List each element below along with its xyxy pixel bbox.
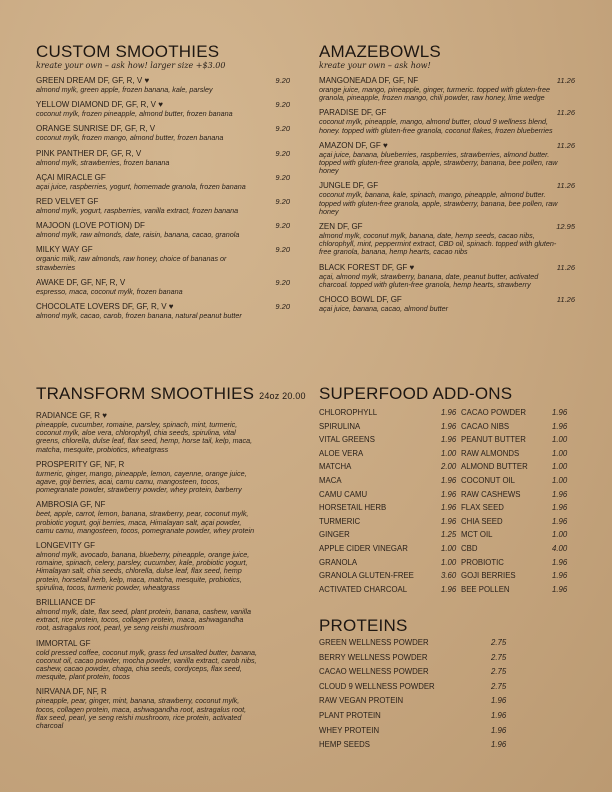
- menu-item: [319, 263, 581, 289]
- addon-price: 1.96: [441, 475, 457, 485]
- addon-name: APPLE CIDER VINEGAR: [319, 543, 408, 553]
- menu-item-price: 11.26: [556, 295, 575, 305]
- menu-item-name: AÇAI MIRACLE GF: [36, 172, 106, 182]
- menu-item-description: coconut mylk, frozen mango, almond butter, frozen banana: [36, 133, 224, 143]
- addon-row: [319, 569, 581, 583]
- addon-name: CACAO POWDER: [461, 408, 526, 417]
- transform-smoothies-heading: [36, 384, 306, 405]
- addon-price: 1.96: [552, 557, 568, 567]
- protein-price: 1.96: [491, 710, 507, 720]
- addon-name: CBD: [461, 543, 478, 553]
- protein-row: [319, 636, 581, 651]
- addon-price: 1.25: [441, 530, 457, 540]
- menu-item-name: AMBROSIA GF, NF: [36, 500, 106, 510]
- menu-item-description: almond mylk, yogurt, raspberries, vanilla extract, frozen banana: [36, 206, 239, 216]
- protein-name: PLANT PROTEIN: [319, 710, 381, 720]
- menu-item-description: beet, apple, carrot, lemon, banana, strawberry, pear, coconut mylk, probiotic yogurt, goji berries, maca, Himalayan salt, açai powder, camu camu, mangosteen, tocos, pomegranate powder, whey protein: [36, 509, 255, 535]
- menu-item: [36, 245, 294, 271]
- menu-item-description: açai juice, banana, blueberries, raspberries, strawberries, almond butter. topped with gluten-free granola, apple, strawberry, banana, bee pollen, raw honey: [319, 149, 558, 176]
- addon-price: 1.96: [441, 503, 457, 513]
- addon-price: 1.96: [441, 421, 457, 431]
- addon-row: [319, 447, 581, 461]
- menu-item-description: coconut mylk, banana, kale, spinach, mango, pineapple, almond butter. topped with gluten-free granola, apple, strawberry, banana, bee pollen, raw honey: [319, 190, 558, 216]
- menu-item-price: 11.26: [556, 181, 575, 191]
- menu-item-description: organic milk, raw almonds, raw honey, choice of bananas or strawberries: [36, 254, 227, 272]
- addon-row: [319, 474, 581, 488]
- menu-item: [36, 100, 294, 118]
- menu-item-name: GREEN DREAM DF, GF, R, V ♥: [36, 76, 150, 85]
- superfood-addons-title: SUPERFOOD ADD-ONS: [319, 384, 513, 403]
- menu-item-description: almond mylk, raw almonds, date, raisin, banana, cacao, granola: [36, 230, 240, 240]
- addon-price: 1.00: [441, 448, 457, 458]
- menu-item-description: coconut mylk, pineapple, mango, almond butter, cloud 9 wellness blend, honey. topped with gluten-free granola, coconut flakes, frozen blueberries: [319, 117, 553, 135]
- menu-item: [36, 541, 294, 592]
- protein-name: BERRY WELLNESS POWDER: [319, 652, 428, 662]
- menu-item-price: 9.20: [275, 100, 290, 110]
- menu-item-description: açai juice, banana, cacao, almond butter: [319, 304, 449, 314]
- transform-smoothies-section: [36, 384, 306, 731]
- addon-price: 2.00: [441, 462, 457, 472]
- amazebowls-subtitle: kreate your own – ask how!: [319, 61, 431, 70]
- menu-item: [36, 302, 294, 320]
- protein-name: HEMP SEEDS: [319, 740, 370, 750]
- menu-item-name: RED VELVET GF: [36, 197, 99, 207]
- protein-price: 1.96: [491, 725, 507, 735]
- amazebowls-section: [319, 43, 581, 313]
- addon-name: MACA: [319, 475, 342, 485]
- addon-row: [319, 528, 581, 542]
- addon-name: BEE POLLEN: [461, 584, 510, 594]
- menu-item-name: BLACK FOREST DF, GF ♥: [319, 262, 415, 272]
- menu-item-price: 11.26: [556, 76, 575, 85]
- protein-name: RAW VEGAN PROTEIN: [319, 696, 404, 706]
- addon-price: 1.96: [552, 516, 568, 526]
- menu-item: [36, 124, 294, 142]
- amazebowls-title: AMAZEBOWLS: [319, 42, 441, 61]
- menu-item-description: açai juice, raspberries, yogurt, homemade granola, frozen banana: [36, 181, 246, 191]
- menu-item-name: YELLOW DIAMOND DF, GF, R, V ♥: [36, 100, 163, 110]
- addon-price: 1.00: [552, 462, 568, 472]
- menu-item: [319, 295, 581, 313]
- menu-item-name: JUNGLE DF, GF: [319, 181, 379, 191]
- protein-price: 1.96: [491, 696, 507, 706]
- menu-item-price: 11.26: [556, 262, 575, 272]
- menu-item-name: NIRVANA DF, NF, R: [36, 687, 107, 697]
- addon-row: [319, 542, 581, 556]
- proteins-section: [319, 617, 581, 753]
- menu-item: [36, 173, 294, 191]
- addon-name: SPIRULINA: [319, 421, 361, 431]
- addon-price: 1.96: [441, 489, 457, 499]
- protein-price: 2.75: [491, 652, 507, 662]
- menu-item-description: almond mylk, avocado, banana, blueberry, pineapple, orange juice, romaine, spinach, celery, parsley, cucumber, kale, probiotic yogurt, Himalayan salt, chia seeds, chlorella, dulse leaf, flax seed, hemp protein, horsetail herb, kelp, maca, matcha, mesquite, probiotics, spirulina, tocos, turmeric powder, wheatgrass: [36, 550, 250, 592]
- protein-row: [319, 680, 581, 695]
- protein-name: WHEY PROTEIN: [319, 725, 380, 735]
- menu-item: [36, 639, 294, 682]
- menu-item-name: BRILLIANCE DF: [36, 598, 96, 608]
- menu-item-description: almond mylk, green apple, frozen banana, kale, parsley: [36, 85, 213, 94]
- addon-price: 1.96: [552, 584, 568, 594]
- protein-name: CACAO WELLNESS POWDER: [319, 667, 429, 677]
- protein-price: 2.75: [491, 638, 507, 647]
- menu-item: [319, 222, 581, 257]
- menu-item-description: espresso, maca, coconut mylk, frozen banana: [36, 286, 183, 296]
- addon-price: 1.00: [441, 557, 457, 567]
- addon-price: 1.96: [552, 421, 568, 431]
- menu-item-description: açai, almond mylk, strawberry, banana, date, peanut butter, activated charcoal. topped with gluten-free granola, hemp hearts, strawberry: [319, 271, 539, 289]
- menu-item: [36, 221, 294, 239]
- transform-smoothies-list: [36, 411, 294, 730]
- menu-item-description: cold pressed coffee, coconut mylk, grass fed unsalted butter, banana, coconut oil, cacao powder, mocha powder, vanilla extract, carob nibs, cashew, cacao powder, chaga, chia seeds, cordyceps, flax seed, mesquite, plant protein, tocos: [36, 647, 257, 682]
- menu-item-name: MAJOON (LOVE POTION) DF: [36, 221, 145, 231]
- menu-item-name: PARADISE DF, GF: [319, 108, 387, 118]
- menu-item-description: coconut mylk, frozen pineapple, almond butter, frozen banana: [36, 109, 233, 119]
- addon-name: RAW CASHEWS: [461, 489, 521, 499]
- menu-item-name: IMMORTAL GF: [36, 638, 91, 648]
- menu-item-price: 12.95: [556, 222, 575, 232]
- addon-price: 4.00: [552, 543, 568, 553]
- protein-name: GREEN WELLNESS POWDER: [319, 638, 429, 647]
- addon-price: 1.96: [441, 584, 457, 594]
- proteins-table: [319, 636, 581, 753]
- addon-name: GRANOLA GLUTEN-FREE: [319, 571, 414, 581]
- menu-item-name: CHOCO BOWL DF, GF: [319, 295, 402, 305]
- addon-name: CHIA SEED: [461, 516, 503, 526]
- addon-name: TURMERIC: [319, 516, 361, 526]
- addon-row: [319, 433, 581, 447]
- menu-item-description: pineapple, pear, ginger, mint, banana, strawberry, coconut mylk, tocos, collagen protein, maca, ashwagandha root, astragalus root, flax seed, pearl, ye seng reishi mushroom, rice protein, activated charcoal: [36, 696, 247, 731]
- addon-row: [319, 556, 581, 570]
- menu-item-price: 9.20: [275, 197, 290, 207]
- transform-smoothies-title: TRANSFORM SMOOTHIES: [36, 384, 255, 403]
- transform-size-price: 24oz 20.00: [259, 391, 306, 401]
- addon-price: 1.00: [552, 530, 568, 540]
- menu-item-name: CHOCOLATE LOVERS DF, GF, R, V ♥: [36, 302, 174, 312]
- addon-row: [319, 583, 581, 597]
- menu-item-name: RADIANCE GF, R ♥: [36, 411, 107, 420]
- addon-row: [319, 406, 581, 420]
- menu-item-name: MILKY WAY GF: [36, 245, 93, 255]
- menu-item: [319, 181, 581, 216]
- menu-item: [36, 149, 294, 167]
- addon-price: 1.96: [552, 571, 568, 581]
- menu-item: [36, 411, 294, 454]
- protein-name: CLOUD 9 WELLNESS POWDER: [319, 681, 435, 691]
- superfood-addons-section: [319, 385, 581, 596]
- addon-price: 3.60: [441, 571, 457, 581]
- addon-name: GRANOLA: [319, 557, 358, 567]
- protein-row: [319, 709, 581, 724]
- menu-item-description: almond mylk, strawberries, frozen banana: [36, 157, 170, 167]
- addon-name: HORSETAIL HERB: [319, 503, 387, 513]
- protein-row: [319, 665, 581, 680]
- menu-item-price: 9.20: [275, 245, 290, 255]
- menu-item-price: 9.20: [275, 221, 290, 231]
- menu-item: [36, 687, 294, 730]
- addon-name: GINGER: [319, 530, 350, 540]
- menu-item-price: 9.20: [275, 124, 290, 134]
- menu-item-name: PROSPERITY GF, NF, R: [36, 459, 125, 469]
- menu-item-name: ZEN DF, GF: [319, 222, 363, 232]
- menu-item: [36, 598, 294, 633]
- addon-name: ALOE VERA: [319, 448, 364, 458]
- addon-name: CACAO NIBS: [461, 421, 510, 431]
- protein-row: [319, 651, 581, 666]
- addon-price: 1.00: [441, 543, 457, 553]
- protein-row: [319, 738, 581, 753]
- menu-item-description: almond mylk, date, flax seed, plant protein, banana, cashew, vanilla extract, rice protein, tocos, collagen protein, maca, ashwagandha root, astragalus root, pearl, ye seng reishi mushroom: [36, 607, 251, 633]
- addon-row: [319, 488, 581, 502]
- protein-price: 2.75: [491, 667, 507, 677]
- addon-price: 1.96: [441, 435, 457, 445]
- addon-name: MCT OIL: [461, 530, 493, 540]
- addon-name: FLAX SEED: [461, 503, 504, 513]
- menu-item: [36, 278, 294, 296]
- menu-item: [36, 460, 294, 495]
- addon-name: CAMU CAMU: [319, 489, 368, 499]
- addon-row: [319, 460, 581, 474]
- amazebowls-list: [319, 76, 581, 313]
- addon-name: PROBIOTIC: [461, 557, 504, 567]
- menu-item: [36, 500, 294, 535]
- custom-smoothies-subtitle: kreate your own – ask how! larger size +$3.00: [36, 61, 226, 70]
- menu-item-name: AWAKE DF, GF, NF, R, V: [36, 277, 126, 287]
- menu-item-description: pineapple, cucumber, romaine, parsley, spinach, mint, turmeric, coconut mylk, aloe vera, chlorophyll, chia seeds, spirulina, vital greens, chlorella, dulse leaf, flax seed, hemp, horse tail, kelp, maca, matcha, mesquite, probiotics, wheatgrass: [36, 420, 253, 454]
- addon-price: 1.96: [441, 408, 457, 417]
- custom-smoothies-title: CUSTOM SMOOTHIES: [36, 42, 220, 61]
- addon-name: MATCHA: [319, 462, 352, 472]
- addon-price: 1.00: [552, 475, 568, 485]
- menu-item: [319, 108, 581, 134]
- menu-item-price: 11.26: [556, 108, 575, 118]
- menu-item-description: almond mylk, cacao, carob, frozen banana, natural peanut butter: [36, 311, 242, 321]
- addon-name: GOJI BERRIES: [461, 571, 516, 581]
- menu-item-name: PINK PANTHER DF, GF, R, V: [36, 148, 142, 158]
- addon-price: 1.00: [552, 435, 568, 445]
- addon-price: 1.96: [552, 503, 568, 513]
- menu-item: [36, 197, 294, 215]
- menu-item-price: 9.20: [275, 277, 290, 287]
- superfood-addons-table: [319, 406, 581, 596]
- menu-item: [36, 76, 294, 94]
- addon-name: VITAL GREENS: [319, 435, 375, 445]
- protein-row: [319, 694, 581, 709]
- addon-price: 1.96: [552, 408, 568, 417]
- menu-item-description: turmeric, ginger, mango, pineapple, lemon, cayenne, orange juice, agave, goji berries, acai, camu camu, mangosteen, tocos, pomegranate powder, strawberry powder, whey protein, barberry: [36, 468, 247, 495]
- menu-item: [319, 141, 581, 176]
- menu-item: [319, 76, 581, 102]
- addon-name: PEANUT BUTTER: [461, 435, 526, 445]
- menu-item-name: MANGONEADA DF, GF, NF: [319, 76, 419, 85]
- custom-smoothies-list: [36, 76, 294, 320]
- menu-item-description: almond mylk, coconut mylk, banana, date, hemp seeds, cacao nibs, chlorophyll, mint, peppermint extract, CBD oil, spinach. topped with gluten-free granola, banana, hemp hearts, cacao nibs: [319, 231, 557, 257]
- addon-row: [319, 501, 581, 515]
- menu-item-price: 9.20: [275, 172, 290, 182]
- addon-price: 1.00: [552, 448, 568, 458]
- addon-price: 1.96: [441, 516, 457, 526]
- addon-row: [319, 420, 581, 434]
- addon-name: RAW ALMONDS: [461, 448, 520, 458]
- menu-item-description: orange juice, mango, pineapple, ginger, turmeric. topped with gluten-free granola, pineapple, frozen mango, chili powder, raw honey, lime wedge: [319, 85, 550, 103]
- menu-item-price: 9.20: [275, 76, 290, 85]
- addon-name: ALMOND BUTTER: [461, 462, 528, 472]
- menu-item-name: LONGEVITY GF: [36, 541, 95, 551]
- addon-name: ACTIVATED CHARCOAL: [319, 584, 408, 594]
- menu-item-price: 11.26: [556, 140, 575, 150]
- protein-row: [319, 724, 581, 739]
- custom-smoothies-section: [36, 43, 294, 320]
- menu-item-name: ORANGE SUNRISE DF, GF, R, V: [36, 124, 156, 134]
- menu-item-price: 9.20: [275, 302, 290, 312]
- menu-item-name: AMAZON DF, GF ♥: [319, 140, 388, 150]
- protein-price: 2.75: [491, 681, 507, 691]
- addon-price: 1.96: [552, 489, 568, 499]
- addon-name: CHLOROPHYLL: [319, 408, 378, 417]
- proteins-title: PROTEINS: [319, 616, 408, 635]
- menu-item-price: 9.20: [275, 148, 290, 158]
- protein-price: 1.96: [491, 740, 507, 750]
- addon-name: COCONUT OIL: [461, 475, 516, 485]
- addon-row: [319, 515, 581, 529]
